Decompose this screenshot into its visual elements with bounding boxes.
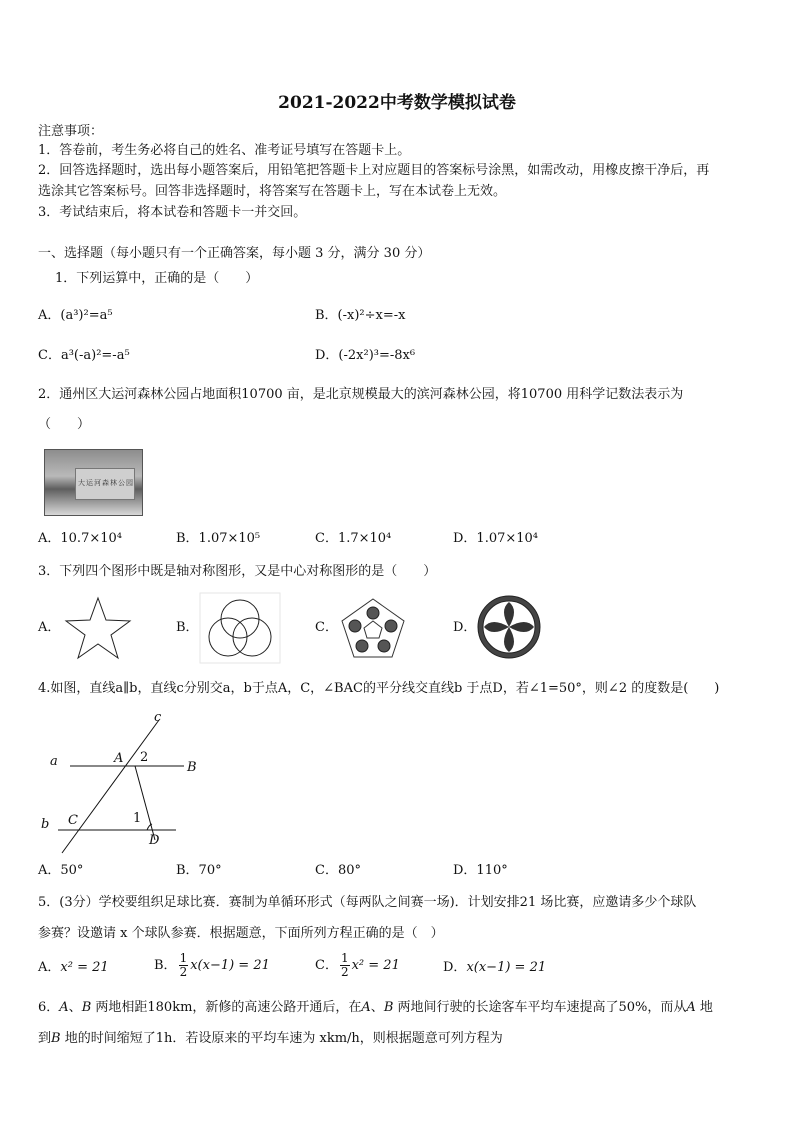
q1-option-a: A．(a³)²=a⁵: [38, 308, 113, 323]
label-B: B: [187, 760, 197, 775]
photo-caption: 大运河森林公园: [78, 479, 134, 487]
q4-stem: 4.如图，直线a∥b，直线c分别交a，b于点A，C，∠BAC的平分线交直线b 于点D，若∠1=50°，则∠2 的度数是( ): [38, 681, 720, 696]
q5-c-expr: x² = 21: [351, 958, 400, 973]
q2-stem: 2．通州区大运河森林公园占地面积10700 亩，是北京规模最大的滨河森林公园，将10700 用科学记数法表示为: [38, 387, 684, 402]
star-shape: [62, 594, 134, 662]
notice-heading: 注意事项：: [38, 124, 104, 139]
q5-b-label: B．: [154, 958, 177, 973]
q6-line-2: 到B 地的时间缩短了1h．若设原来的平均车速为 xkm/h，则根据题意可列方程为: [38, 1031, 503, 1046]
q3-label-c: C．: [315, 620, 338, 635]
label-D: D: [149, 833, 160, 848]
label-c: c: [154, 710, 162, 725]
q1-option-d: D．(-2x²)³=-8x⁶: [315, 348, 416, 363]
q5-stem: 5．(3分）学校要组织足球比赛．赛制为单循环形式（每两队之间赛一场)．计划安排21 场比赛，应邀请多少个球队: [38, 895, 697, 910]
q3-label-a: A．: [38, 620, 61, 635]
q4-option-d: D．110°: [453, 863, 508, 878]
q5-c-fraction: $\frac{1}{2}$: [340, 951, 349, 979]
q5-b-fraction: $\frac{1}{2}$: [179, 951, 188, 979]
q5-a-label: A．: [38, 960, 61, 975]
three-circles-shape: [199, 592, 281, 664]
q5-b-expr: x(x−1) = 21: [190, 958, 270, 973]
q3-stem: 3．下列四个图形中既是轴对称图形，又是中心对称图形的是（ ）: [38, 564, 437, 579]
q5-option-b: [154, 952, 270, 979]
label-b: b: [41, 817, 50, 832]
q4-option-c: C．80°: [315, 863, 361, 878]
q5-option-a: [38, 958, 109, 978]
q4-option-b: B．70°: [176, 863, 222, 878]
q2-option-b: B．1.07×10⁵: [176, 531, 261, 546]
notice-item: 2．回答选择题时，选出每小题答案后，用铅笔把答题卡上对应题目的答案标号涂黑，如需改动，用橡皮擦干净后，再: [38, 163, 710, 178]
q6-line-1: 6．A、B 两地相距180km，新修的高速公路开通后，在A、B 两地间行驶的长途客车平均车速提高了50%，而从A 地: [38, 1000, 713, 1015]
label-A: A: [114, 751, 124, 766]
q2-stem-paren: （ ）: [38, 417, 91, 432]
page-title: 2021-2022中考数学模拟试卷: [278, 93, 516, 113]
q3-label-d: D．: [453, 620, 477, 635]
q5-d-expr: x(x−1) = 21: [466, 960, 547, 975]
circle-petals-shape: [476, 594, 542, 660]
q2-option-c: C．1.7×10⁴: [315, 531, 392, 546]
label-angle-2: 2: [140, 750, 149, 765]
notice-item: 选涂其它答案标号。回答非选择题时，将答案写在答题卡上，写在本试卷上无效。: [38, 184, 507, 199]
q5-a-expr: x² = 21: [60, 960, 109, 975]
pentagon-shape: [340, 597, 406, 659]
q2-option-d: D．1.07×10⁴: [453, 531, 539, 546]
q5-d-label: D．: [443, 960, 467, 975]
q5-c-label: C．: [315, 958, 338, 973]
q3-label-b: B．: [176, 620, 199, 635]
q4-option-a: A．50°: [38, 863, 84, 878]
label-C: C: [68, 813, 78, 828]
q1-stem: 1．下列运算中，正确的是（ ）: [55, 271, 259, 286]
q1-option-c: C．a³(-a)²=-a⁵: [38, 348, 130, 363]
q1-option-b: B．(-x)²÷x=-x: [315, 308, 406, 323]
parallel-lines-figure: [36, 708, 216, 858]
notice-item: 3．考试结束后，将本试卷和答题卡一并交回。: [38, 205, 307, 220]
label-a: a: [50, 754, 58, 769]
label-angle-1: 1: [133, 811, 142, 826]
notice-item: 1．答卷前，考生务必将自己的姓名、准考证号填写在答题卡上。: [38, 143, 411, 158]
park-stone: [75, 468, 135, 500]
q5-option-c: [315, 952, 400, 979]
section-heading: 一、选择题（每小题只有一个正确答案，每小题 3 分，满分 30 分）: [38, 246, 431, 261]
q5-stem-2: 参赛？设邀请 x 个球队参赛．根据题意，下面所列方程正确的是（ ）: [38, 926, 444, 941]
park-photo: [44, 449, 143, 516]
q2-option-a: A．10.7×10⁴: [38, 531, 122, 546]
q5-option-d: [443, 958, 546, 978]
